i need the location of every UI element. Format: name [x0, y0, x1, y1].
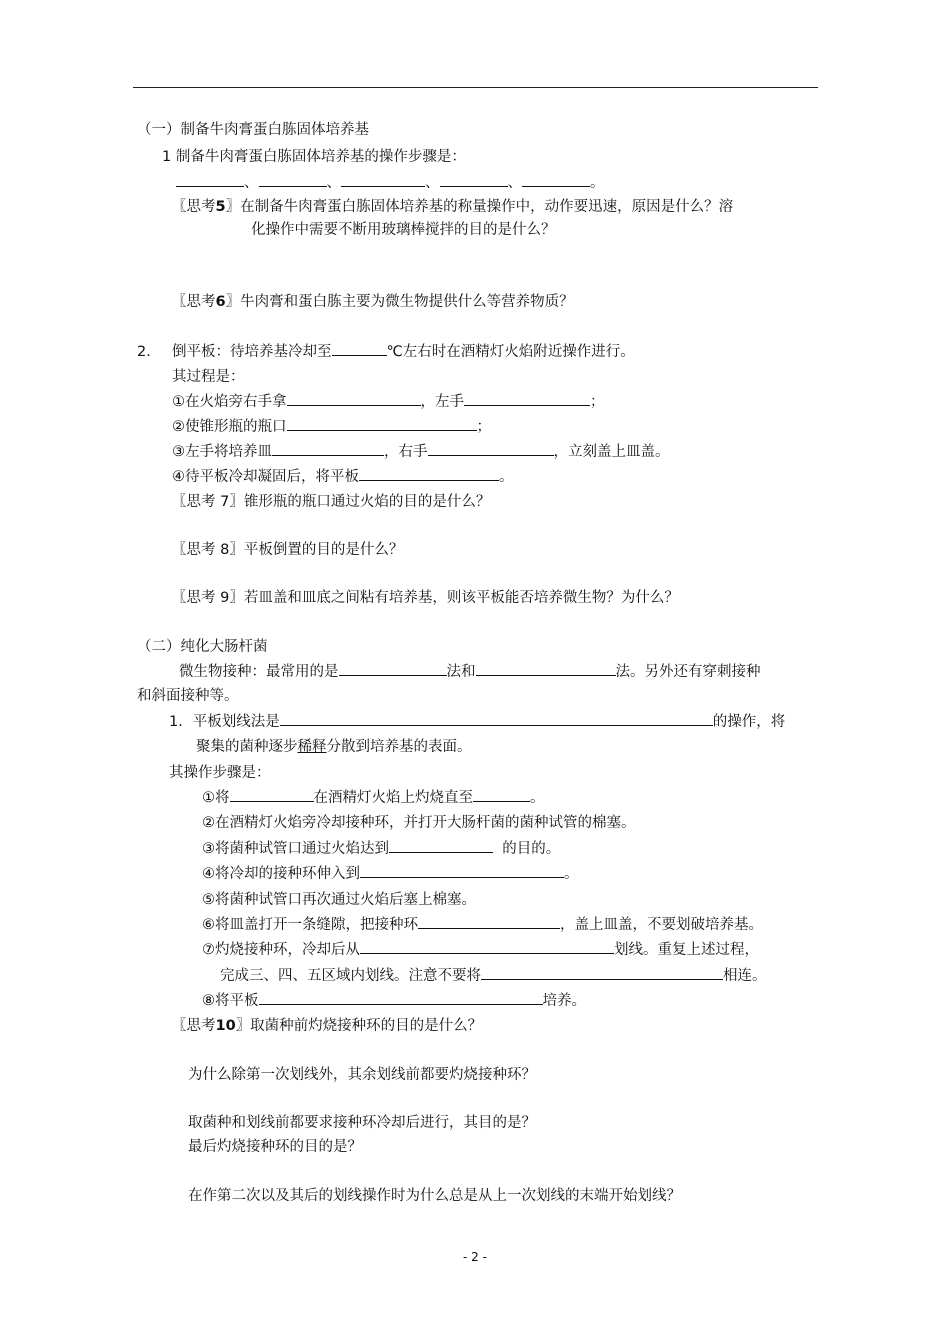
blank-field[interactable]: [341, 173, 425, 187]
intro-line2: 和斜面接种等。: [137, 688, 239, 704]
method1-line1: 1．平板划线法是 的操作，将: [169, 714, 786, 730]
blank-field[interactable]: [287, 417, 477, 431]
think5-line1: 〖思考5〗在制备牛肉膏蛋白胨固体培养基的称量操作中，动作要迅速，原因是什么？溶: [172, 199, 734, 215]
header-rule: [133, 87, 818, 88]
op-step5: ⑤将菌种试管口再次通过火焰后塞上棉塞。: [202, 892, 476, 908]
think6: 〖思考6〗牛肉膏和蛋白胨主要为微生物提供什么等营养物质？: [172, 294, 574, 310]
blank-field[interactable]: [339, 662, 447, 676]
process-step4: ④待平板冷却凝固后，将平板 。: [172, 469, 514, 485]
think9: 〖思考 9〗若皿盖和皿底之间粘有培养基，则该平板能否培养微生物？为什么？: [172, 590, 679, 606]
blank-field[interactable]: [176, 173, 244, 187]
op-step3: ③将菌种试管口通过火焰达到 的目的。: [202, 841, 561, 857]
blank-field[interactable]: [360, 940, 614, 954]
blank-field[interactable]: [389, 839, 493, 853]
blank-field[interactable]: [473, 788, 530, 802]
step1-title: 1 制备牛肉膏蛋白胨固体培养基的操作步骤是：: [162, 149, 466, 165]
blank-field[interactable]: [280, 712, 713, 726]
op-step7-line2: 完成三、四、五区域内划线。注意不要将 相连。: [220, 968, 767, 984]
blank-field[interactable]: [440, 173, 508, 187]
blank-field[interactable]: [522, 173, 590, 187]
process-step3: ③左手将培养皿 ，右手 ，立刻盖上皿盖。: [172, 444, 670, 460]
op-step1: ①将 在酒精灯火焰上灼烧直至 。: [202, 790, 545, 806]
think10: 〖思考10〗取菌种前灼烧接种环的目的是什么？: [172, 1018, 483, 1034]
op-step2: ②在酒精灯火焰旁冷却接种环，并打开大肠杆菌的菌种试管的棉塞。: [202, 815, 636, 831]
intro-line1: 微生物接种：最常用的是 法和 法。另外还有穿刺接种: [179, 664, 761, 680]
op-step4: ④将冷却的接种环伸入到 。: [202, 866, 579, 882]
blank-field[interactable]: [481, 966, 723, 980]
step2-line: 倒平板：待培养基冷却至 ℃左右时在酒精灯火焰附近操作进行。: [172, 344, 635, 360]
blank-field[interactable]: [418, 915, 560, 929]
question-2: 取菌种和划线前都要求接种环冷却后进行，其目的是？: [188, 1115, 536, 1131]
blank-field[interactable]: [230, 788, 314, 802]
blank-field[interactable]: [259, 991, 543, 1005]
blank-field[interactable]: [272, 442, 384, 456]
blank-field[interactable]: [332, 342, 387, 356]
step1-blanks-line: 、 、 、 、 。: [176, 173, 605, 193]
section1-heading: （一）制备牛肉膏蛋白胨固体培养基: [137, 122, 369, 138]
process-step2: ②使锥形瓶的瓶口 ；: [172, 419, 491, 435]
op-step8: ⑧将平板 培养。: [202, 993, 586, 1009]
blank-field[interactable]: [464, 392, 590, 406]
blank-field[interactable]: [360, 864, 564, 878]
blank-field[interactable]: [476, 662, 616, 676]
process-step1: ①在火焰旁右手拿 ，左手 ；: [172, 394, 605, 410]
process-title: 其过程是：: [172, 369, 245, 385]
blank-field[interactable]: [428, 442, 554, 456]
method1-line2: 聚集的菌种逐步稀释分散到培养基的表面。: [196, 739, 472, 755]
section2-heading: （二）纯化大肠杆菌: [137, 639, 268, 655]
step2-number: 2．: [137, 344, 161, 360]
blank-field[interactable]: [259, 173, 327, 187]
steps-title: 其操作步骤是：: [169, 765, 271, 781]
page-number: - 2 -: [463, 1250, 487, 1264]
question-3: 最后灼烧接种环的目的是？: [188, 1139, 362, 1155]
think7: 〖思考 7〗锥形瓶的瓶口通过火焰的目的是什么？: [172, 494, 491, 510]
op-step6: ⑥将皿盖打开一条缝隙，把接种环 ，盖上皿盖，不要划破培养基。: [202, 917, 763, 933]
think5-line2: 化操作中需要不断用玻璃棒搅拌的目的是什么？: [251, 222, 556, 238]
op-step7-line1: ⑦灼烧接种环，冷却后从 划线。重复上述过程，: [202, 942, 759, 958]
question-4: 在作第二次以及其后的划线操作时为什么总是从上一次划线的末端开始划线？: [188, 1188, 681, 1204]
blank-field[interactable]: [287, 392, 421, 406]
think8: 〖思考 8〗平板倒置的目的是什么？: [172, 542, 404, 558]
question-1: 为什么除第一次划线外，其余划线前都要灼烧接种环？: [188, 1067, 536, 1083]
blank-field[interactable]: [359, 467, 499, 481]
